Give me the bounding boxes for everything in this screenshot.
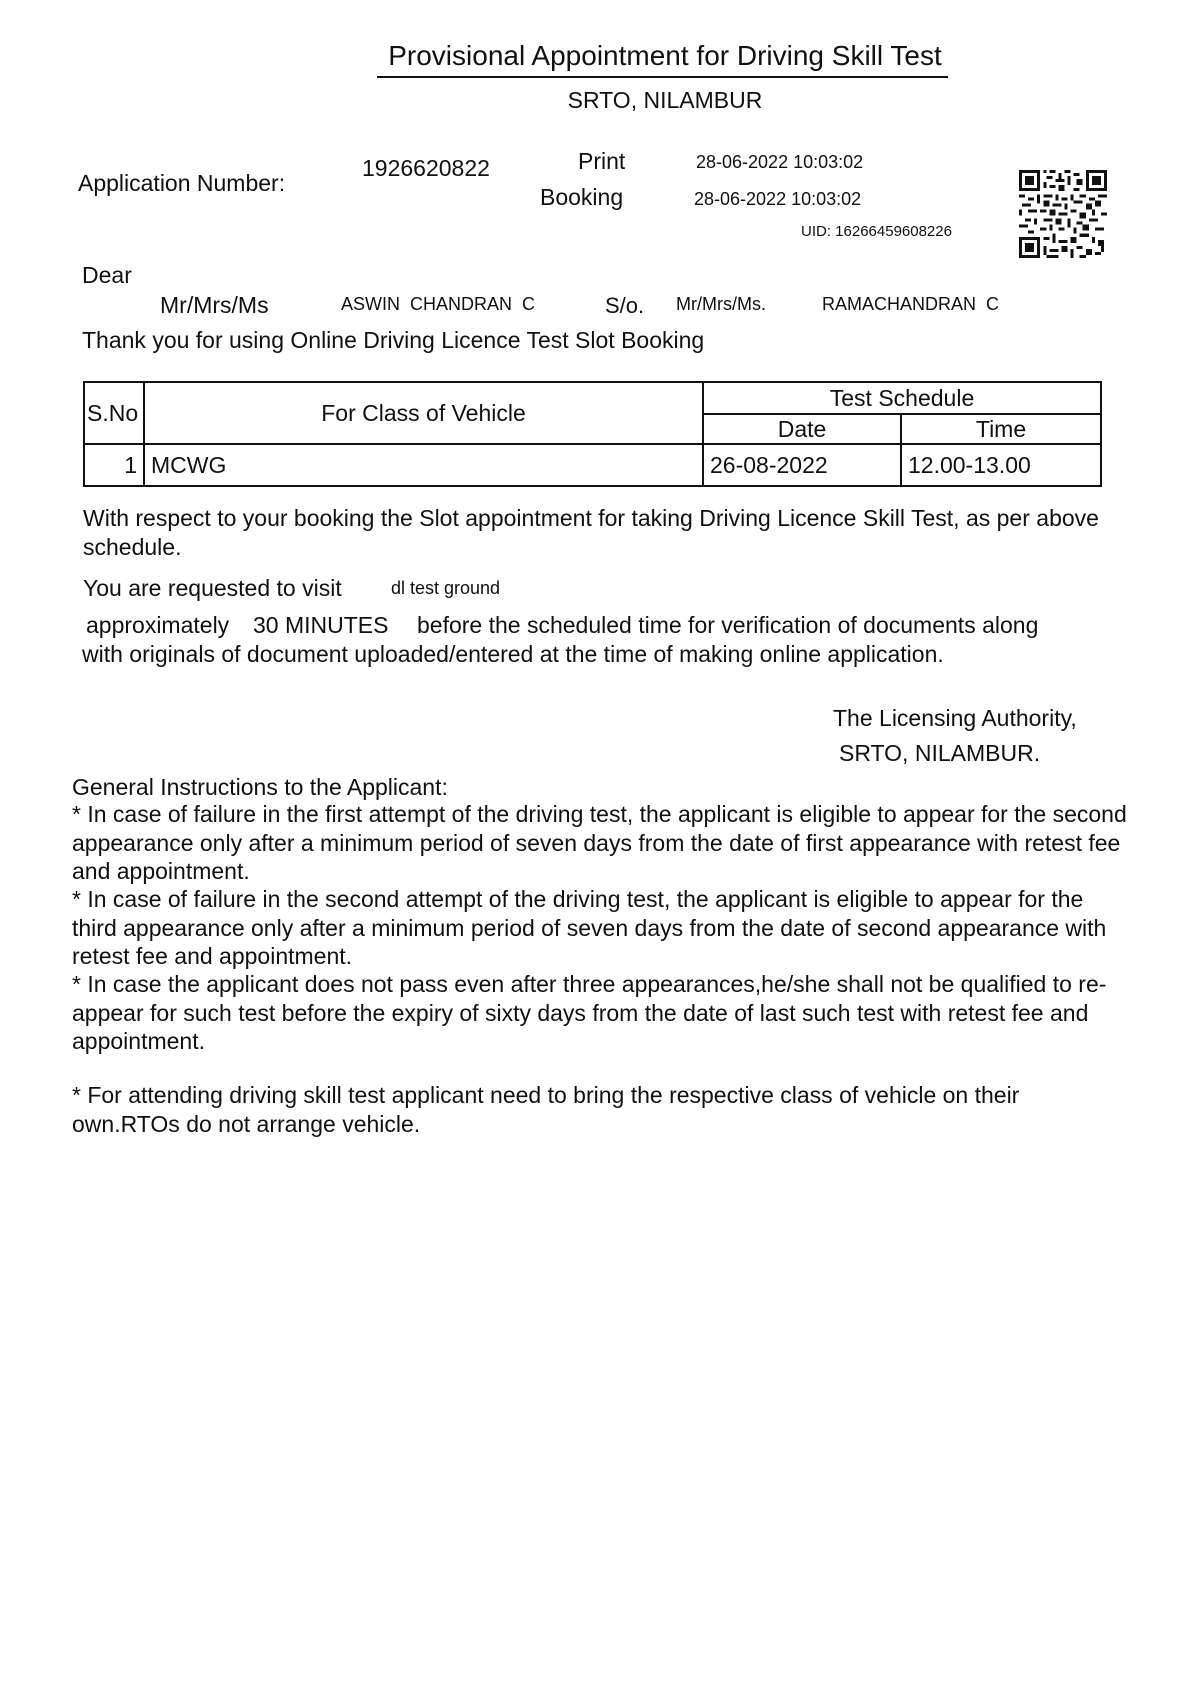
approx-rest-line2: with originals of document uploaded/entered at the time of making online application. xyxy=(82,641,944,667)
table-row xyxy=(84,444,1101,486)
visit-label: You are requested to visit xyxy=(83,575,342,601)
approx-rest-line1: before the scheduled time for verification of documents along xyxy=(417,612,1039,638)
print-datetime: 28-06-2022 10:03:02 xyxy=(696,152,864,172)
parent-name: RAMACHANDRAN C xyxy=(822,294,1000,314)
cell-sno: 1 xyxy=(84,444,144,486)
relation-label: S/o. xyxy=(605,293,645,318)
instruction-item-2: * In case of failure in the second attempt of the driving test, the applicant is eligible to appear for the third appearance only after a minimum period of seven days from the date of second appearance with retest fee and appointment. xyxy=(72,886,1107,969)
instruction-item-1: * In case of failure in the first attempt of the driving test, the applicant is eligible to appear for the second appearance only after a minimum period of seven days from the date of first appearance with retest fee and appointment. xyxy=(72,801,1127,884)
application-number-label: Application Number: xyxy=(78,170,286,196)
respect-paragraph: With respect to your booking the Slot appointment for taking Driving Licence Skill Test, as per above schedule. xyxy=(83,505,1099,560)
visit-place: dl test ground xyxy=(391,578,501,598)
cell-date: 26-08-2022 xyxy=(703,444,901,486)
page-title: Provisional Appointment for Driving Skill Test xyxy=(388,40,942,71)
cell-time: 12.00-13.00 xyxy=(901,444,1101,486)
col-header-class: For Class of Vehicle xyxy=(144,382,703,444)
uid-text: UID: 16266459608226 xyxy=(801,223,952,240)
thanks-text: Thank you for using Online Driving Licence Test Slot Booking xyxy=(82,327,705,353)
booking-label: Booking xyxy=(540,184,624,210)
qr-code-icon xyxy=(1019,170,1107,258)
instruction-item-4: * For attending driving skill test applicant need to bring the respective class of vehicle on their own.RTOs do not arrange vehicle. xyxy=(72,1082,1020,1137)
col-header-schedule: Test Schedule xyxy=(703,382,1101,414)
application-number: 1926620822 xyxy=(362,155,490,181)
signature-authority: The Licensing Authority, xyxy=(833,705,1077,731)
col-header-date: Date xyxy=(703,414,901,444)
approx-time: 30 MINUTES xyxy=(253,612,389,638)
cell-vehicle-class: MCWG xyxy=(144,444,703,486)
print-label: Print xyxy=(578,148,626,174)
title-underline xyxy=(377,76,948,78)
instruction-item-3: * In case the applicant does not pass even after three appearances,he/she shall not be qualified to re-appear for such test before the expiry of sixty days from the date of last such test with retest fee and appointment. xyxy=(72,971,1107,1054)
booking-datetime: 28-06-2022 10:03:02 xyxy=(694,189,862,209)
instructions-heading: General Instructions to the Applicant: xyxy=(72,774,448,800)
applicant-name: ASWIN CHANDRAN C xyxy=(341,294,536,314)
dear-label: Dear xyxy=(82,262,132,288)
approx-label: approximately xyxy=(86,612,230,638)
col-header-time: Time xyxy=(901,414,1101,444)
col-header-sno: S.No xyxy=(84,382,144,444)
salutation: Mr/Mrs/Ms xyxy=(160,292,269,318)
signature-office: SRTO, NILAMBUR. xyxy=(839,740,1041,766)
office-name: SRTO, NILAMBUR xyxy=(567,87,763,113)
schedule-table xyxy=(83,381,1102,487)
parent-salutation: Mr/Mrs/Ms. xyxy=(676,294,766,314)
